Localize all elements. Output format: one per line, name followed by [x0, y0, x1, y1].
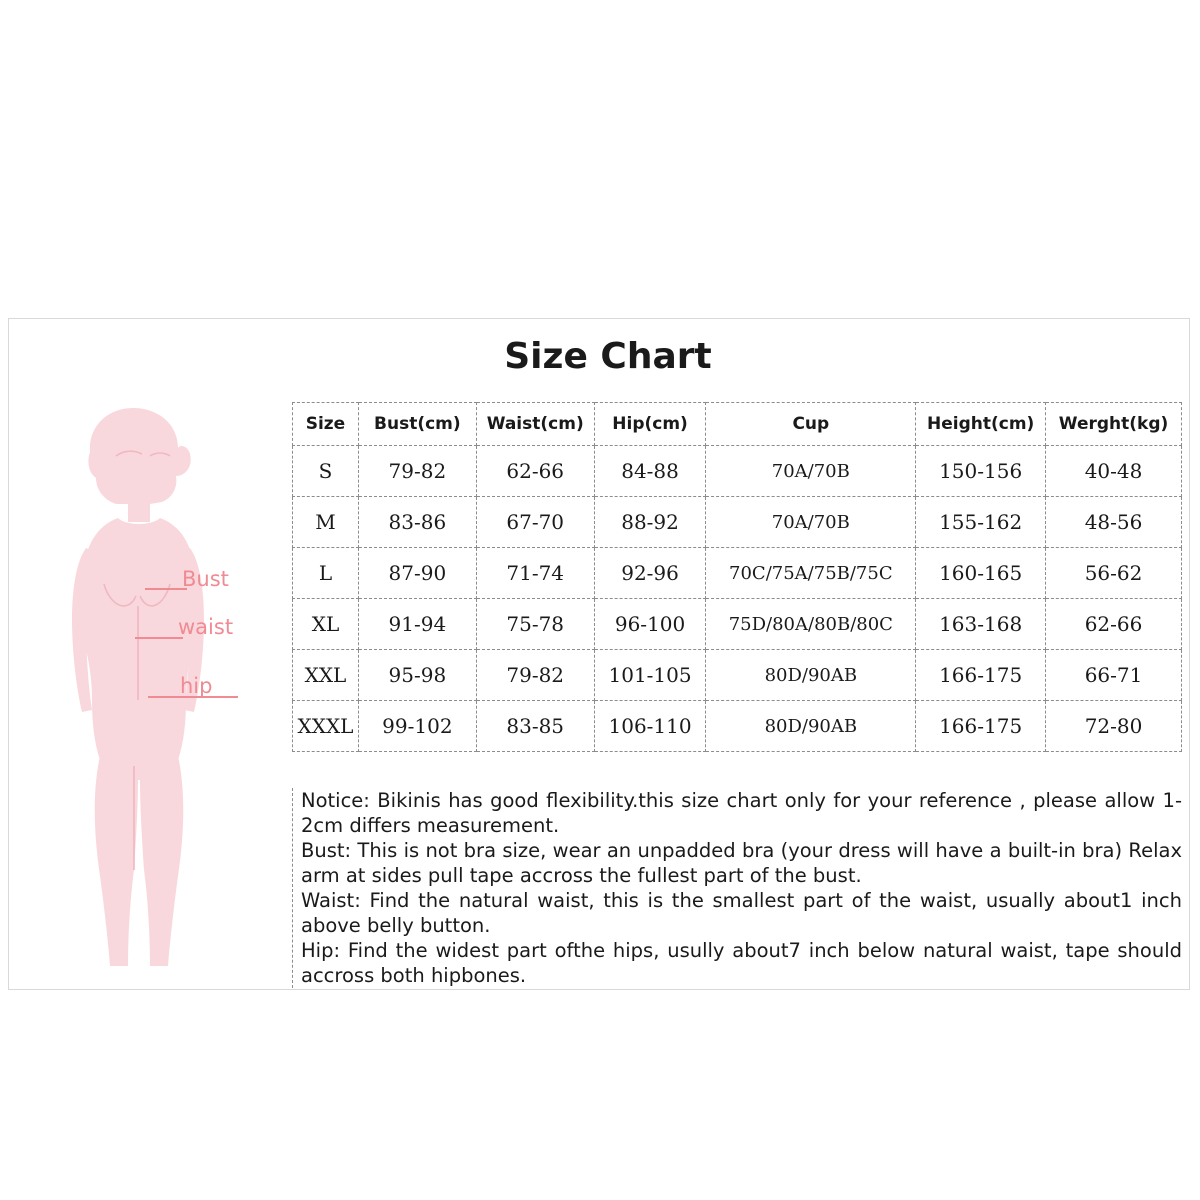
cell-hip: 96-100 [594, 599, 706, 650]
cell-weight: 66-71 [1046, 650, 1182, 701]
table-row [293, 650, 1182, 701]
cell-weight: 48-56 [1046, 497, 1182, 548]
cell-hip: 101-105 [594, 650, 706, 701]
cell-size: S [293, 446, 359, 497]
female-body-svg [30, 400, 290, 980]
notice-block [292, 788, 1182, 988]
cell-bust: 95-98 [358, 650, 476, 701]
waist-leader-line [135, 637, 183, 639]
cell-hip: 88-92 [594, 497, 706, 548]
cell-size: XXL [293, 650, 359, 701]
note-hip: Hip: Find the widest part ofthe hips, usully about7 inch below natural waist, tape should accross both hipbones. [301, 939, 1182, 987]
note-waist: Waist: Find the natural waist, this is the smallest part of the waist, usually about1 inch above belly button. [301, 889, 1182, 937]
cell-cup: 80D/90AB [706, 701, 916, 752]
cell-size: M [293, 497, 359, 548]
table-row [293, 497, 1182, 548]
cell-waist: 67-70 [476, 497, 594, 548]
cell-weight: 62-66 [1046, 599, 1182, 650]
label-waist: waist [178, 615, 234, 639]
cell-height: 166-175 [916, 701, 1046, 752]
cell-waist: 79-82 [476, 650, 594, 701]
cell-waist: 83-85 [476, 701, 594, 752]
cell-size: XL [293, 599, 359, 650]
cell-height: 155-162 [916, 497, 1046, 548]
cell-height: 163-168 [916, 599, 1046, 650]
cell-bust: 87-90 [358, 548, 476, 599]
cell-height: 166-175 [916, 650, 1046, 701]
column-header-bust: Bust(cm) [358, 403, 476, 446]
note-bust: Bust: This is not bra size, wear an unpadded bra (your dress will have a built-in bra) Relax arm at sides pull tape accross the fullest part of the bust. [301, 839, 1182, 887]
cell-bust: 79-82 [358, 446, 476, 497]
cell-height: 150-156 [916, 446, 1046, 497]
label-hip: hip [180, 674, 213, 698]
column-header-height: Height(cm) [916, 403, 1046, 446]
cell-weight: 40-48 [1046, 446, 1182, 497]
cell-cup: 80D/90AB [706, 650, 916, 701]
cell-waist: 75-78 [476, 599, 594, 650]
label-bust: Bust [182, 567, 229, 591]
cell-cup: 70A/70B [706, 497, 916, 548]
table-row [293, 548, 1182, 599]
cell-cup: 70A/70B [706, 446, 916, 497]
column-header-weight: Werght(kg) [1046, 403, 1182, 446]
cell-hip: 84-88 [594, 446, 706, 497]
cell-hip: 92-96 [594, 548, 706, 599]
cell-waist: 71-74 [476, 548, 594, 599]
cell-cup: 70C/75A/75B/75C [706, 548, 916, 599]
column-header-hip: Hip(cm) [594, 403, 706, 446]
column-header-waist: Waist(cm) [476, 403, 594, 446]
table-header-row [293, 403, 1182, 446]
cell-bust: 99-102 [358, 701, 476, 752]
table-row [293, 599, 1182, 650]
cell-waist: 62-66 [476, 446, 594, 497]
body-figure-illustration [30, 400, 290, 980]
bust-leader-line [145, 588, 187, 590]
cell-hip: 106-110 [594, 701, 706, 752]
column-header-size: Size [293, 403, 359, 446]
size-table [292, 402, 1182, 752]
cell-height: 160-165 [916, 548, 1046, 599]
cell-weight: 72-80 [1046, 701, 1182, 752]
cell-weight: 56-62 [1046, 548, 1182, 599]
cell-size: XXXL [293, 701, 359, 752]
cell-cup: 75D/80A/80B/80C [706, 599, 916, 650]
cell-bust: 91-94 [358, 599, 476, 650]
note-notice: Notice: Bikinis has good flexibility.this size chart only for your reference , please allow 1-2cm differs measurement. [301, 789, 1182, 837]
page-title: Size Chart [504, 336, 712, 377]
table-row [293, 446, 1182, 497]
column-header-cup: Cup [706, 403, 916, 446]
table-row [293, 701, 1182, 752]
cell-bust: 83-86 [358, 497, 476, 548]
cell-size: L [293, 548, 359, 599]
